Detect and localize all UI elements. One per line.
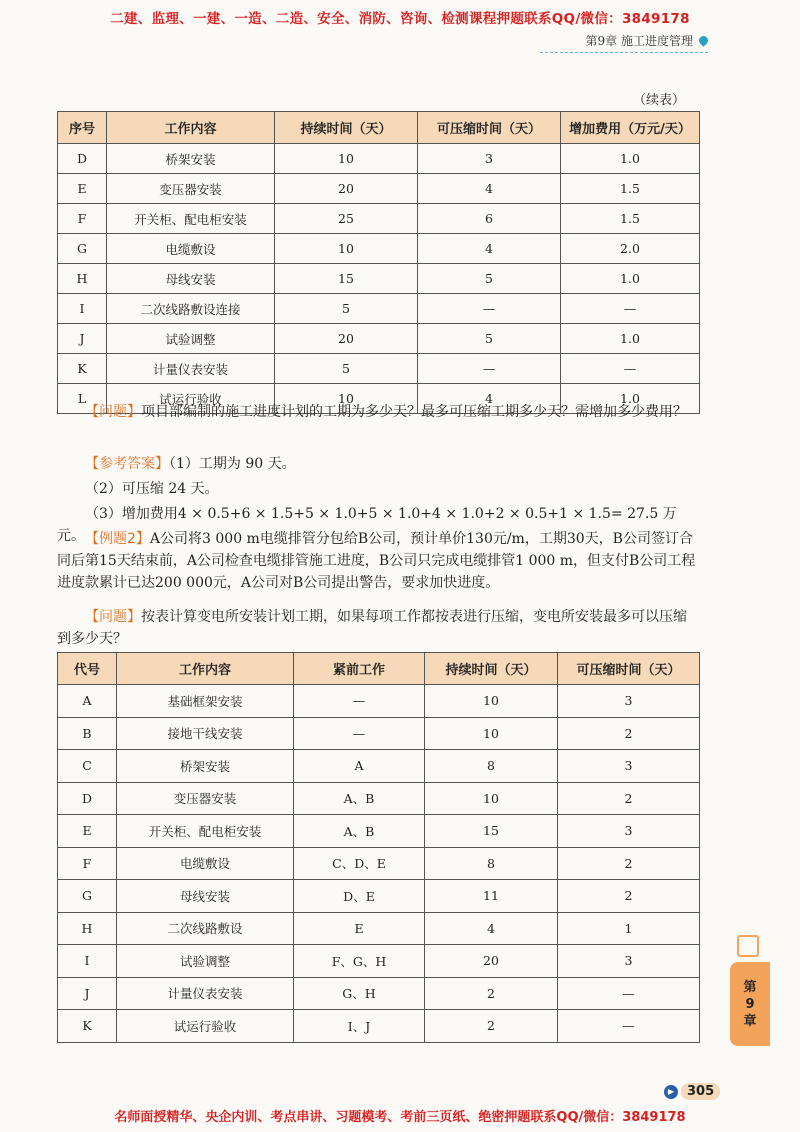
answer-line-1: （1）工期为 90 天。 [169, 456, 296, 472]
table-cell: I [58, 294, 107, 324]
table-cell: 变压器安装 [107, 174, 275, 204]
question-tag: 【问题】 [85, 609, 141, 625]
table-cell: 2 [558, 717, 700, 750]
header-divider [540, 52, 708, 53]
table-cell: A [294, 750, 425, 783]
table-cell: E [58, 815, 117, 848]
table-cell: A、B [294, 782, 425, 815]
table-cell: 1 [558, 912, 700, 945]
column-header: 增加费用（万元/天） [561, 112, 700, 144]
table-cell: 3 [558, 945, 700, 978]
chapter-side-tab[interactable] [730, 962, 770, 1046]
table-cell: 电缆敷设 [117, 847, 294, 880]
example-text: A公司将3 000 m电缆排管分包给B公司，预计单价130元/m，工期30天，B公司签订合同后第15天结束前，A公司检查电缆排管施工进度，B公司只完成电缆排管1 000 m，但支付B公司工程进度款累计已达200 000元，A公司对B公司提出警告，要求加快进度。 [57, 531, 696, 591]
table-cell: D、E [294, 880, 425, 913]
table-cell: 2 [558, 880, 700, 913]
table-header-row [58, 653, 700, 685]
table-cell: 桥架安装 [117, 750, 294, 783]
table-cell: C [58, 750, 117, 783]
table-cell: 二次线路敷设 [117, 912, 294, 945]
table-row [58, 685, 700, 718]
table-row [58, 782, 700, 815]
table-cell: A、B [294, 815, 425, 848]
table-cell: 10 [425, 782, 558, 815]
table-cell: H [58, 264, 107, 294]
column-header: 代号 [58, 653, 117, 685]
question-tag: 【问题】 [85, 404, 141, 420]
location-pin-icon [697, 34, 710, 47]
table-cell: 10 [275, 234, 418, 264]
table-cell: 15 [425, 815, 558, 848]
table-cell: 5 [275, 294, 418, 324]
example-2 [57, 528, 700, 594]
table-cell: I [58, 945, 117, 978]
table-cell: J [58, 324, 107, 354]
table-cell: E [58, 174, 107, 204]
column-header: 序号 [58, 112, 107, 144]
table-cell: 电缆敷设 [107, 234, 275, 264]
table-cell: 5 [418, 324, 561, 354]
table-cell: — [561, 294, 700, 324]
continued-label: （续表） [632, 93, 685, 108]
table-cell: 1.0 [561, 144, 700, 174]
table-row [58, 264, 700, 294]
table-cell: 4 [418, 174, 561, 204]
top-banner: 二建、监理、一建、一造、二造、安全、消防、咨询、检测课程押题联系QQ/微信：3849178 [110, 11, 690, 27]
column-header: 紧前工作 [294, 653, 425, 685]
table-cell: 4 [418, 384, 561, 414]
table-row [58, 324, 700, 354]
table-cell: 10 [275, 384, 418, 414]
table-cell: 计量仪表安装 [107, 354, 275, 384]
table-cell: — [294, 685, 425, 718]
table-cell: 10 [425, 717, 558, 750]
table-cell: K [58, 354, 107, 384]
table-row [58, 717, 700, 750]
table-row [58, 204, 700, 234]
table-cell: 试验调整 [107, 324, 275, 354]
table-cell: 20 [275, 324, 418, 354]
table-cell: 1.5 [561, 204, 700, 234]
table-cell: 1.0 [561, 324, 700, 354]
question-text: 项目部编制的施工进度计划的工期为多少天？最多可压缩工期多少天？需增加多少费用？ [141, 404, 687, 420]
page-number [664, 1083, 720, 1100]
table-cell: — [561, 354, 700, 384]
table-cell: 桥架安装 [107, 144, 275, 174]
table-row [58, 815, 700, 848]
table-row [58, 1010, 700, 1043]
table-cell: 8 [425, 847, 558, 880]
table-cell: G、H [294, 977, 425, 1010]
table-row [58, 880, 700, 913]
side-tab-char: 第 [743, 979, 757, 995]
table-cell: 11 [425, 880, 558, 913]
column-header: 工作内容 [107, 112, 275, 144]
answer-heading [57, 453, 700, 475]
table-row [58, 294, 700, 324]
column-header: 持续时间（天） [275, 112, 418, 144]
bottom-banner: 名师面授精华、央企内训、考点串讲、习题模考、考前三页纸、绝密押题联系QQ/微信：3849178 [114, 1110, 686, 1125]
table-cell: G [58, 880, 117, 913]
cost-table [57, 111, 700, 414]
table-cell: — [294, 717, 425, 750]
table-cell: 3 [418, 144, 561, 174]
table-cell: C、D、E [294, 847, 425, 880]
table-cell: 2 [558, 847, 700, 880]
question-text: 按表计算变电所安装计划工期，如果每项工作都按表进行压缩，变电所安装最多可以压缩到多少天？ [57, 609, 687, 647]
column-header: 工作内容 [117, 653, 294, 685]
table-cell: H [58, 912, 117, 945]
table-row [58, 174, 700, 204]
table-cell: 5 [275, 354, 418, 384]
table-cell: F [58, 204, 107, 234]
table-cell: 母线安装 [107, 264, 275, 294]
table-cell: — [418, 294, 561, 324]
table-row [58, 144, 700, 174]
table-cell: 5 [418, 264, 561, 294]
table-cell: F [58, 847, 117, 880]
table-header-row [58, 112, 700, 144]
table-cell: B [58, 717, 117, 750]
table-cell: 变压器安装 [117, 782, 294, 815]
table-cell: 1.0 [561, 384, 700, 414]
side-tab-char: 章 [743, 1013, 757, 1029]
table-cell: 1.0 [561, 264, 700, 294]
table-row [58, 977, 700, 1010]
table-row [58, 354, 700, 384]
table-cell: 开关柜、配电柜安装 [107, 204, 275, 234]
side-tab-char: 9 [745, 996, 755, 1012]
table-cell: 2 [425, 1010, 558, 1043]
table-cell: 2.0 [561, 234, 700, 264]
table-cell: — [418, 354, 561, 384]
answer-line-3: （3）增加费用4 × 0.5+6 × 1.5+5 × 1.0+5 × 1.0+4 × 1.0+2 × 0.5+1 × 1.5= 27.5 万元。 [57, 506, 677, 544]
table-cell: 15 [275, 264, 418, 294]
table-row [58, 912, 700, 945]
table-cell: 4 [418, 234, 561, 264]
table-cell: E [294, 912, 425, 945]
table-cell: L [58, 384, 107, 414]
table-cell: 试验调整 [117, 945, 294, 978]
table-row [58, 847, 700, 880]
column-header: 可压缩时间（天） [558, 653, 700, 685]
table-cell: 开关柜、配电柜安装 [117, 815, 294, 848]
table-cell: 接地干线安装 [117, 717, 294, 750]
table-cell: 2 [558, 782, 700, 815]
chapter-header [586, 32, 708, 49]
table-cell: 3 [558, 815, 700, 848]
table-cell: F、G、H [294, 945, 425, 978]
page-number-value: 305 [681, 1083, 720, 1100]
table-cell: — [558, 977, 700, 1010]
table-cell: 试运行验收 [107, 384, 275, 414]
question-2 [57, 606, 700, 650]
table-cell: D [58, 144, 107, 174]
book-icon [737, 935, 759, 957]
table-cell: 8 [425, 750, 558, 783]
table-row [58, 750, 700, 783]
table-cell: 4 [425, 912, 558, 945]
answer-line-2: （2）可压缩 24 天。 [85, 481, 219, 497]
answer-tag: 【参考答案】 [85, 456, 169, 472]
table-cell: 二次线路敷设连接 [107, 294, 275, 324]
table-row [58, 945, 700, 978]
table-cell: A [58, 685, 117, 718]
table-cell: D [58, 782, 117, 815]
table-cell: 2 [425, 977, 558, 1010]
table-cell: 计量仪表安装 [117, 977, 294, 1010]
column-header: 持续时间（天） [425, 653, 558, 685]
table-cell: 20 [425, 945, 558, 978]
schedule-table [57, 652, 700, 1043]
table-row [58, 234, 700, 264]
table-cell: I、J [294, 1010, 425, 1043]
chapter-title: 第9章 施工进度管理 [585, 34, 693, 48]
question-1 [57, 401, 700, 423]
table-cell: 6 [418, 204, 561, 234]
table-cell: 20 [275, 174, 418, 204]
table-cell: — [558, 1010, 700, 1043]
table-cell: K [58, 1010, 117, 1043]
table-cell: 1.5 [561, 174, 700, 204]
table-cell: 3 [558, 685, 700, 718]
table-cell: 母线安装 [117, 880, 294, 913]
table-cell: 基础框架安装 [117, 685, 294, 718]
table-cell: 10 [425, 685, 558, 718]
column-header: 可压缩时间（天） [418, 112, 561, 144]
table-cell: 3 [558, 750, 700, 783]
table-cell: 25 [275, 204, 418, 234]
table-cell: 试运行验收 [117, 1010, 294, 1043]
example-tag: 【例题2】 [85, 531, 150, 547]
table-cell: 10 [275, 144, 418, 174]
table-cell: J [58, 977, 117, 1010]
play-icon: ▶ [664, 1085, 678, 1099]
table-cell: G [58, 234, 107, 264]
